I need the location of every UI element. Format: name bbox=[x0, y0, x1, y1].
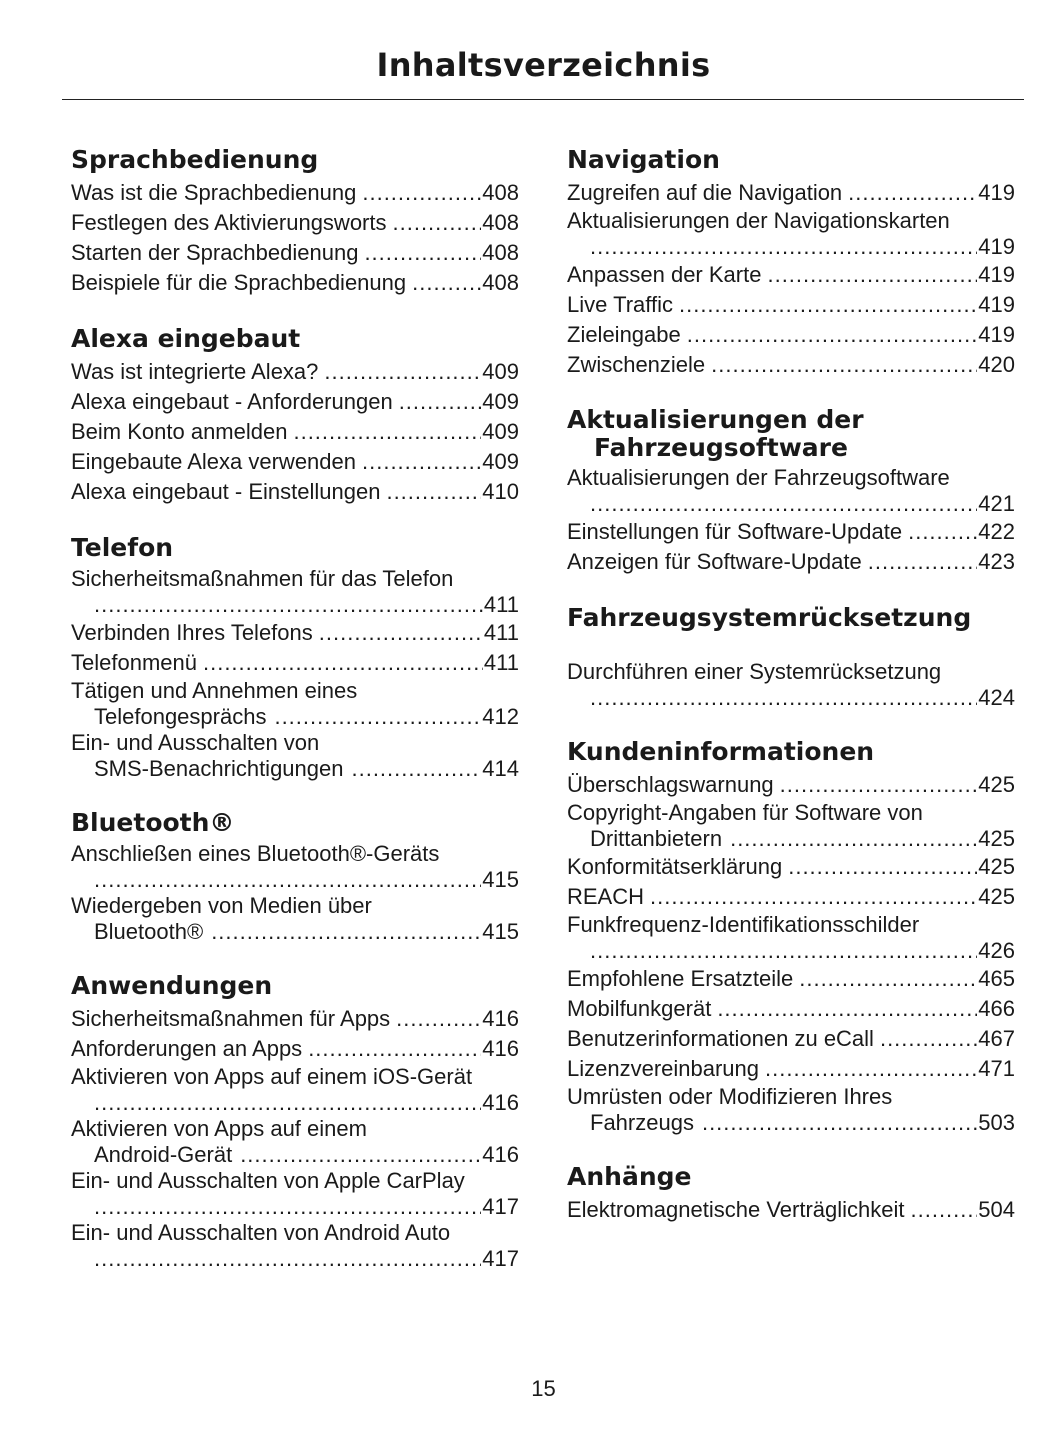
toc-entry-title: Anpassen der Karte bbox=[567, 262, 762, 287]
toc-entry-page: 408 bbox=[482, 240, 519, 265]
dot-leader bbox=[711, 350, 977, 380]
toc-entry-title: Ein- und Ausschalten von bbox=[71, 730, 320, 755]
dot-leader bbox=[848, 178, 977, 208]
dot-leader bbox=[94, 867, 481, 893]
toc-entry-title: Alexa eingebaut - Anforderungen bbox=[71, 389, 393, 414]
toc-section-navigation bbox=[567, 145, 1015, 380]
toc-entry-title: Funkfrequenz-Identifikationsschilder bbox=[567, 912, 920, 937]
toc-entry-page: 425 bbox=[978, 826, 1015, 851]
toc-entry-title: Sicherheitsmaßnahmen für das Telefon bbox=[71, 566, 454, 591]
toc-entry-title: REACH bbox=[567, 884, 645, 909]
toc-entry-page: 409 bbox=[482, 419, 519, 444]
toc-entry[interactable] bbox=[567, 882, 1015, 912]
toc-left-column bbox=[71, 145, 519, 1298]
toc-entry-title-cont: Drittanbietern bbox=[590, 826, 723, 851]
toc-entry[interactable] bbox=[567, 770, 1015, 800]
page-title: Inhaltsverzeichnis bbox=[376, 46, 711, 84]
dot-leader bbox=[650, 882, 977, 912]
toc-entry[interactable] bbox=[71, 1168, 519, 1220]
section-entries bbox=[567, 1195, 1015, 1225]
toc-entry-page: 408 bbox=[482, 210, 519, 235]
toc-entry-page: 409 bbox=[482, 359, 519, 384]
toc-entry-page: 419 bbox=[978, 234, 1015, 259]
dot-leader bbox=[687, 320, 978, 350]
toc-entry-page: 411 bbox=[483, 650, 519, 675]
toc-entry-page: 421 bbox=[978, 491, 1015, 516]
toc-entry-page: 411 bbox=[483, 592, 519, 617]
toc-entry-title: Was ist die Sprachbedienung bbox=[71, 180, 357, 205]
section-entries bbox=[71, 357, 519, 507]
section-heading bbox=[567, 406, 1015, 462]
toc-entry-page: 409 bbox=[482, 449, 519, 474]
dot-leader bbox=[94, 1194, 481, 1220]
toc-entry[interactable] bbox=[71, 566, 519, 618]
toc-entry-title: Aktualisierungen der Navigationskarten bbox=[567, 208, 950, 233]
dot-leader bbox=[590, 234, 977, 260]
dot-leader bbox=[94, 1246, 481, 1272]
dot-leader bbox=[717, 994, 977, 1024]
toc-entry-title: Eingebaute Alexa verwenden bbox=[71, 449, 356, 474]
toc-entry-page: 419 bbox=[978, 322, 1015, 347]
toc-entry-title: Konformitätserklärung bbox=[567, 854, 783, 879]
toc-entry-title: Anschließen eines Bluetooth®-Geräts bbox=[71, 841, 440, 866]
toc-entry[interactable] bbox=[71, 1034, 519, 1064]
toc-entry[interactable] bbox=[567, 1195, 1015, 1225]
toc-section-aktualisierungen-der bbox=[567, 406, 1015, 577]
dot-leader bbox=[799, 964, 977, 994]
toc-entry-title: Zwischenziele bbox=[567, 352, 706, 377]
toc-entry-page: 465 bbox=[978, 966, 1015, 991]
toc-entry[interactable] bbox=[567, 178, 1015, 208]
section-entries bbox=[71, 178, 519, 298]
dot-leader bbox=[868, 547, 978, 577]
dot-leader bbox=[780, 770, 978, 800]
toc-entry-title: Sicherheitsmaßnahmen für Apps bbox=[71, 1006, 391, 1031]
toc-entry[interactable] bbox=[567, 320, 1015, 350]
toc-entry-page: 424 bbox=[978, 685, 1015, 710]
dot-leader bbox=[767, 260, 977, 290]
dot-leader bbox=[393, 208, 482, 238]
toc-entry-page: 425 bbox=[978, 884, 1015, 909]
toc-entry-page: 409 bbox=[482, 389, 519, 414]
toc-entry-title-cont: Android-Gerät bbox=[94, 1142, 233, 1167]
toc-entry-title: Einstellungen für Software-Update bbox=[567, 519, 903, 544]
toc-entry-page: 467 bbox=[978, 1026, 1015, 1051]
toc-section-kundeninformationen bbox=[567, 737, 1015, 1136]
dot-leader bbox=[730, 826, 977, 852]
toc-entry-title: Benutzerinformationen zu eCall bbox=[567, 1026, 874, 1051]
toc-entry[interactable] bbox=[71, 238, 519, 268]
dot-leader bbox=[274, 704, 481, 730]
toc-entry[interactable] bbox=[71, 447, 519, 477]
section-heading: Alexa eingebaut bbox=[71, 324, 301, 353]
dot-leader bbox=[590, 491, 977, 517]
toc-entry-title: Umrüsten oder Modifizieren Ihres bbox=[567, 1084, 893, 1109]
toc-entry-title: Beispiele für die Sprachbedienung bbox=[71, 270, 407, 295]
toc-section-bluetooth bbox=[71, 808, 519, 945]
toc-entry-page: 425 bbox=[978, 772, 1015, 797]
dot-leader bbox=[94, 1090, 481, 1116]
dot-leader bbox=[362, 178, 481, 208]
toc-entry-page: 414 bbox=[482, 756, 519, 781]
toc-section-sprachbedienung bbox=[71, 145, 519, 298]
toc-entry-title: Tätigen und Annehmen eines bbox=[71, 678, 358, 703]
toc-entry-title: Starten der Sprachbedienung bbox=[71, 240, 359, 265]
toc-section-anwendungen bbox=[71, 971, 519, 1272]
toc-entry-title: Alexa eingebaut - Einstellungen bbox=[71, 479, 381, 504]
toc-entry-title: Wiedergeben von Medien über bbox=[71, 893, 372, 918]
toc-entry-page: 426 bbox=[978, 938, 1015, 963]
toc-entry[interactable] bbox=[71, 678, 519, 730]
toc-entry[interactable] bbox=[567, 350, 1015, 380]
dot-leader bbox=[351, 756, 481, 782]
toc-entry-title: Copyright-Angaben für Software von bbox=[567, 800, 923, 825]
toc-entry[interactable] bbox=[567, 659, 1015, 711]
dot-leader bbox=[399, 387, 482, 417]
dot-leader bbox=[386, 477, 481, 507]
toc-entry[interactable] bbox=[71, 387, 519, 417]
toc-entry[interactable] bbox=[567, 964, 1015, 994]
toc-entry[interactable] bbox=[567, 208, 1015, 260]
dot-leader bbox=[364, 238, 481, 268]
section-heading-line1: Aktualisierungen der bbox=[567, 405, 864, 434]
toc-entry[interactable] bbox=[567, 1054, 1015, 1084]
toc-entry-page: 408 bbox=[482, 180, 519, 205]
section-entries bbox=[71, 1004, 519, 1272]
toc-entry-title: Verbinden Ihres Telefons bbox=[71, 620, 313, 645]
toc-entry[interactable] bbox=[71, 730, 519, 782]
toc-entry-title: Aktivieren von Apps auf einem iOS-Gerät bbox=[71, 1064, 473, 1089]
toc-entry-page: 415 bbox=[482, 867, 519, 892]
section-heading: Sprachbedienung bbox=[71, 145, 319, 174]
toc-entry-page: 416 bbox=[482, 1090, 519, 1115]
toc-entry[interactable] bbox=[567, 1084, 1015, 1136]
toc-entry[interactable] bbox=[567, 290, 1015, 320]
toc-entry[interactable] bbox=[567, 852, 1015, 882]
section-entries bbox=[567, 770, 1015, 1136]
toc-entry[interactable] bbox=[71, 841, 519, 893]
toc-entry[interactable] bbox=[71, 477, 519, 507]
toc-entry-page: 425 bbox=[978, 854, 1015, 879]
section-heading: Kundeninformationen bbox=[567, 737, 875, 766]
dot-leader bbox=[240, 1142, 481, 1168]
dot-leader bbox=[765, 1054, 977, 1084]
toc-entry[interactable] bbox=[71, 618, 519, 648]
toc-entry-title: Beim Konto anmelden bbox=[71, 419, 288, 444]
dot-leader bbox=[908, 517, 977, 547]
section-entries bbox=[71, 566, 519, 782]
toc-entry-page: 408 bbox=[482, 270, 519, 295]
section-heading: Navigation bbox=[567, 145, 720, 174]
toc-entry[interactable] bbox=[567, 912, 1015, 964]
dot-leader bbox=[319, 618, 483, 648]
toc-section-fahrzeugsystemruecksetzung bbox=[567, 603, 1015, 711]
toc-entry-title: Anzeigen für Software-Update bbox=[567, 549, 862, 574]
toc-entry-title: Lizenzvereinbarung bbox=[567, 1056, 760, 1081]
section-heading: Anwendungen bbox=[71, 971, 273, 1000]
toc-entry[interactable] bbox=[71, 417, 519, 447]
section-heading: Telefon bbox=[71, 533, 174, 562]
toc-entry-page: 423 bbox=[978, 549, 1015, 574]
toc-entry[interactable] bbox=[567, 517, 1015, 547]
toc-entry-title: Empfohlene Ersatzteile bbox=[567, 966, 794, 991]
toc-entry-title: Aktualisierungen der Fahrzeugsoftware bbox=[567, 465, 950, 490]
toc-entry[interactable] bbox=[71, 178, 519, 208]
toc-entry-page: 503 bbox=[978, 1110, 1015, 1135]
toc-entry[interactable] bbox=[71, 208, 519, 238]
dot-leader bbox=[396, 1004, 481, 1034]
toc-entry[interactable] bbox=[71, 357, 519, 387]
toc-entry[interactable] bbox=[567, 465, 1015, 517]
dot-leader bbox=[880, 1024, 977, 1054]
toc-entry-title: Was ist integrierte Alexa? bbox=[71, 359, 319, 384]
toc-entry-page: 417 bbox=[482, 1246, 519, 1271]
toc-entry-title: Durchführen einer Systemrücksetzung bbox=[567, 659, 942, 684]
toc-section-telefon bbox=[71, 533, 519, 782]
toc-entry-title-cont: Bluetooth® bbox=[94, 919, 204, 944]
toc-entry[interactable] bbox=[71, 1220, 519, 1272]
toc-entry-title: Elektromagnetische Verträglichkeit bbox=[567, 1197, 905, 1222]
toc-entry-page: 412 bbox=[482, 704, 519, 729]
dot-leader bbox=[412, 268, 481, 298]
dot-leader bbox=[590, 685, 977, 711]
toc-entry-page: 416 bbox=[482, 1036, 519, 1061]
section-entries bbox=[567, 178, 1015, 380]
section-heading: Bluetooth® bbox=[71, 808, 235, 837]
dot-leader bbox=[211, 919, 481, 945]
toc-entry-page: 422 bbox=[978, 519, 1015, 544]
dot-leader bbox=[293, 417, 481, 447]
dot-leader bbox=[911, 1195, 978, 1225]
section-entries bbox=[71, 841, 519, 945]
toc-entry[interactable] bbox=[567, 547, 1015, 577]
toc-entry[interactable] bbox=[71, 893, 519, 945]
toc-entry-page: 504 bbox=[978, 1197, 1015, 1222]
toc-entry[interactable] bbox=[71, 1116, 519, 1168]
toc-entry[interactable] bbox=[71, 648, 519, 678]
toc-entry-title: Aktivieren von Apps auf einem bbox=[71, 1116, 367, 1141]
dot-leader bbox=[308, 1034, 481, 1064]
toc-right-column bbox=[567, 145, 1015, 1251]
toc-entry-page: 419 bbox=[978, 292, 1015, 317]
dot-leader bbox=[590, 938, 977, 964]
toc-entry-page: 411 bbox=[483, 620, 519, 645]
toc-entry-title: Telefonmenü bbox=[71, 650, 197, 675]
dot-leader bbox=[324, 357, 481, 387]
section-heading: Fahrzeugsystemrücksetzung bbox=[567, 603, 972, 632]
dot-leader bbox=[788, 852, 977, 882]
toc-entry-page: 420 bbox=[978, 352, 1015, 377]
page-number: 15 bbox=[531, 1376, 556, 1401]
toc-entry-title-cont: Fahrzeugs bbox=[590, 1110, 694, 1135]
section-heading: Anhänge bbox=[567, 1162, 692, 1191]
toc-entry-title: Festlegen des Aktivierungsworts bbox=[71, 210, 387, 235]
toc-entry-page: 419 bbox=[978, 262, 1015, 287]
dot-leader bbox=[94, 592, 483, 618]
dot-leader bbox=[702, 1110, 977, 1136]
toc-section-anhaenge bbox=[567, 1162, 1015, 1225]
dot-leader bbox=[203, 648, 483, 678]
section-heading-line2: Fahrzeugsoftware bbox=[594, 433, 848, 462]
section-entries bbox=[567, 465, 1015, 577]
toc-entry[interactable] bbox=[71, 268, 519, 298]
dot-leader bbox=[679, 290, 977, 320]
toc-entry[interactable] bbox=[567, 260, 1015, 290]
toc-section-alexa-eingebaut bbox=[71, 324, 519, 507]
toc-entry-title: Mobilfunkgerät bbox=[567, 996, 712, 1021]
toc-entry[interactable] bbox=[567, 800, 1015, 852]
toc-entry[interactable] bbox=[71, 1004, 519, 1034]
toc-entry-page: 415 bbox=[482, 919, 519, 944]
toc-entry[interactable] bbox=[567, 994, 1015, 1024]
toc-entry-title: Zieleingabe bbox=[567, 322, 681, 347]
toc-entry[interactable] bbox=[567, 1024, 1015, 1054]
toc-entry-page: 410 bbox=[482, 479, 519, 504]
toc-entry-page: 466 bbox=[978, 996, 1015, 1021]
toc-entry[interactable] bbox=[71, 1064, 519, 1116]
toc-entry-page: 419 bbox=[978, 180, 1015, 205]
toc-entry-title: Live Traffic bbox=[567, 292, 673, 317]
toc-entry-title: Überschlagswarnung bbox=[567, 772, 774, 797]
section-entries bbox=[567, 659, 1015, 711]
toc-entry-page: 471 bbox=[978, 1056, 1015, 1081]
toc-entry-title-cont: SMS-Benachrichtigungen bbox=[94, 756, 344, 781]
toc-entry-page: 416 bbox=[482, 1142, 519, 1167]
toc-entry-page: 417 bbox=[482, 1194, 519, 1219]
toc-entry-title: Ein- und Ausschalten von Apple CarPlay bbox=[71, 1168, 465, 1193]
toc-entry-title: Ein- und Ausschalten von Android Auto bbox=[71, 1220, 451, 1245]
title-divider bbox=[62, 99, 1024, 100]
toc-entry-page: 416 bbox=[482, 1006, 519, 1031]
dot-leader bbox=[362, 447, 481, 477]
toc-entry-title: Anforderungen an Apps bbox=[71, 1036, 303, 1061]
toc-entry-title: Zugreifen auf die Navigation bbox=[567, 180, 843, 205]
toc-entry-title-cont: Telefongesprächs bbox=[94, 704, 267, 729]
